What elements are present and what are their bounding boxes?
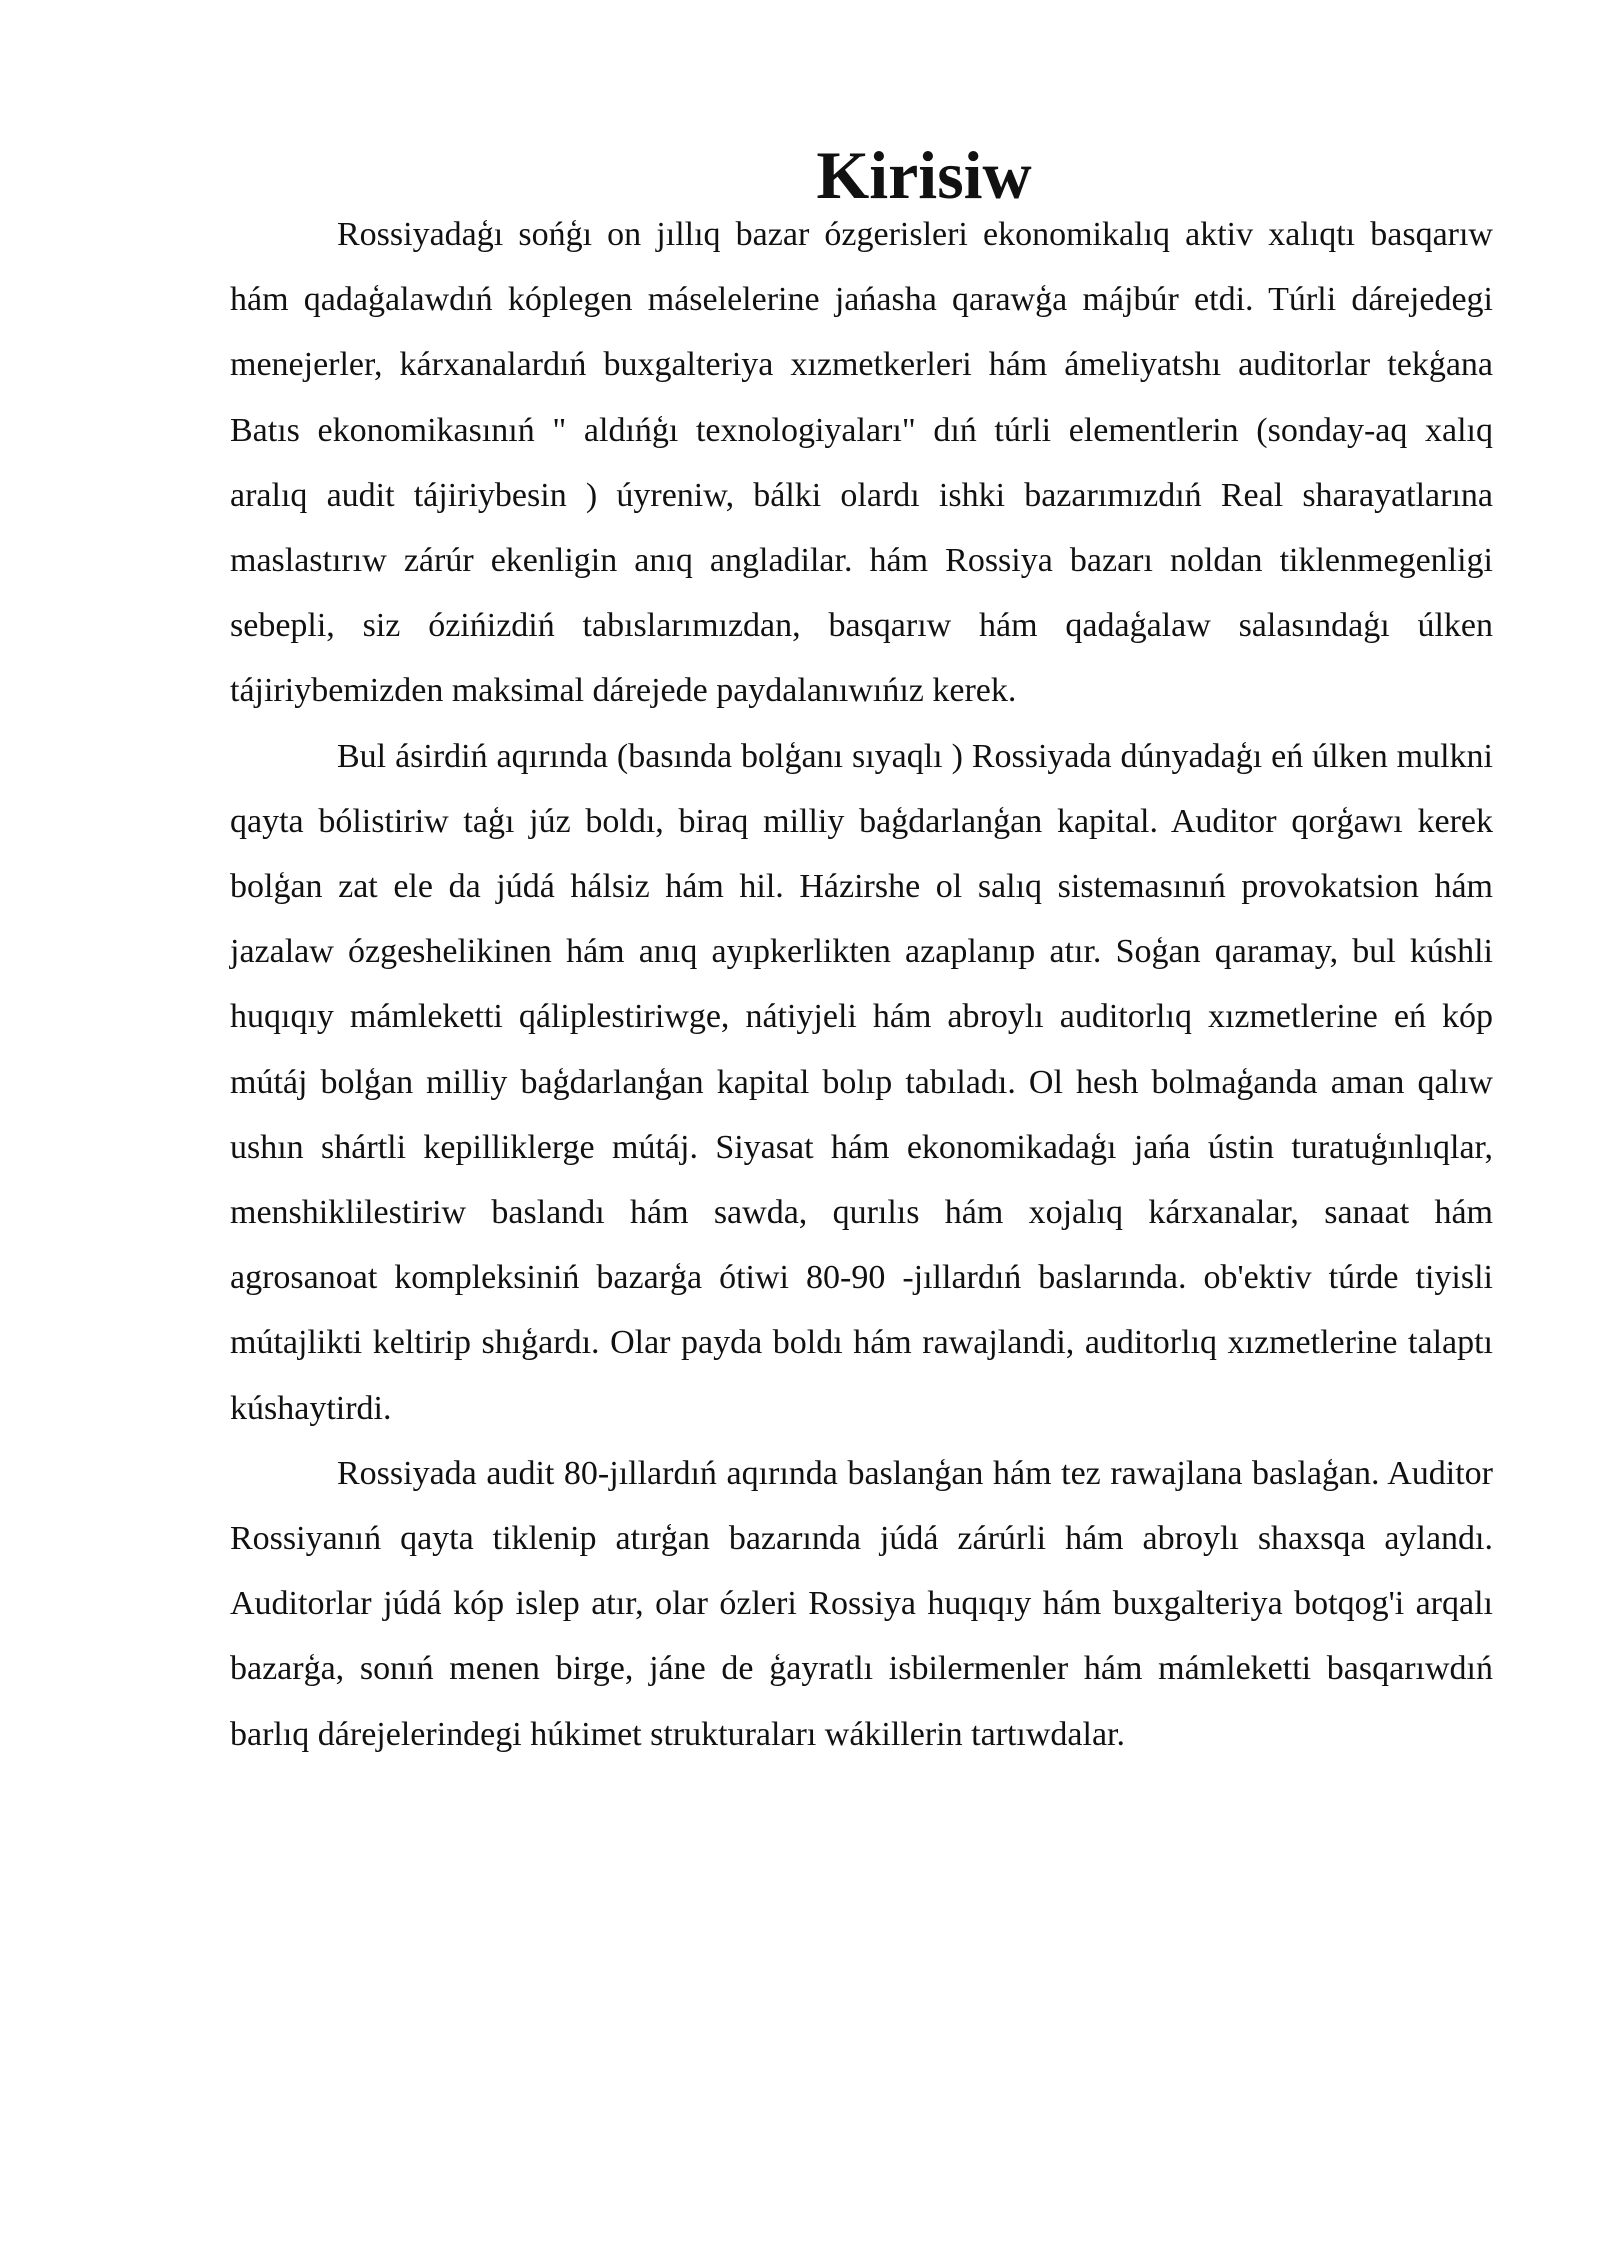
paragraph-2: Bul ásirdiń aqırında (basında bolģanı sıyaqlı ) Rossiyada dúnyadaģı eń úlken mulkni qayta bólistiriw taģı júz boldı, biraq milliy baģdarlanģan kapital. Auditor qorģawı kerek bolģan zat ele da júdá hálsiz hám hil. Házirshe ol salıq sistemasınıń provokatsion hám jazalaw ózgeshelikinen hám anıq ayıpkerlikten azaplanıp atır. Soģan qaramay, bul kúshli huqıqıy mámleketti qáliplestiriwge, nátiyjeli hám abroylı auditorlıq xızmetlerine eń kóp mútáj bolģan milliy baģdarlanģan kapital bolıp tabıladı. Ol hesh bolmaģanda aman qalıw ushın shártli kepilliklerge mútáj. Siyasat hám ekonomikadaģı jańa ústin turatuģınlıqlar, menshiklilestiriw baslandı hám sawda, qurılıs hám xojalıq kárxanalar, sanaat hám agrosanoat kompleksiniń bazarģa ótiwi 80-90 -jıllardıń baslarında. ob'ektiv túrde tiyisli mútajlikti keltirip shıģardı. Olar payda boldı hám rawajlandi, auditorlıq xızmetlerine talaptı kúshaytirdi. xyxy=(230,737,1493,1427)
document-title: Kirisiw xyxy=(816,137,1032,213)
document-body xyxy=(230,137,1493,1767)
paragraph-3: Rossiyada audit 80-jıllardıń aqırında baslanģan hám tez rawajlana baslaģan. Auditor Rossiyanıń qayta tiklenip atırģan bazarında júdá zárúrli hám abroylı shaxsqa aylandı. Auditorlar júdá kóp islep atır, olar ózleri Rossiya huqıqıy hám buxgalteriya botqog'i arqalı bazarģa, sonıń menen birge, jáne de ģayratlı isbilermenler hám mámleketti basqarıwdıń barlıq dárejelerindegi húkimet strukturaları wákillerin tartıwdalar. xyxy=(230,1454,1493,1753)
paragraph-1: Rossiyadaģı sońģı on jıllıq bazar ózgerisleri ekonomikalıq aktiv xalıqtı basqarıw hám qadaģalawdıń kóplegen máselelerine jańasha qarawģa májbúr etdi. Túrli dárejedegi menejerler, kárxanalardıń buxgalteriya xızmetkerleri hám ámeliyatshı auditorlar tekģana Batıs ekonomikasınıń " aldıńģı texnologiyaları" dıń túrli elementlerin (sonday-aq xalıq aralıq audit tájiriybesin ) úyreniw, bálki olardı ishki bazarımızdıń Real sharayatlarına maslastırıw zárúr ekenligin anıq angladilar. hám Rossiya bazarı noldan tiklenmegenligi sebepli, siz ózińizdiń tabıslarımızdan, basqarıw hám qadaģalaw salasındaģı úlken tájiriybemizden maksimal dárejede paydalanıwıńız kerek. xyxy=(230,216,1493,710)
